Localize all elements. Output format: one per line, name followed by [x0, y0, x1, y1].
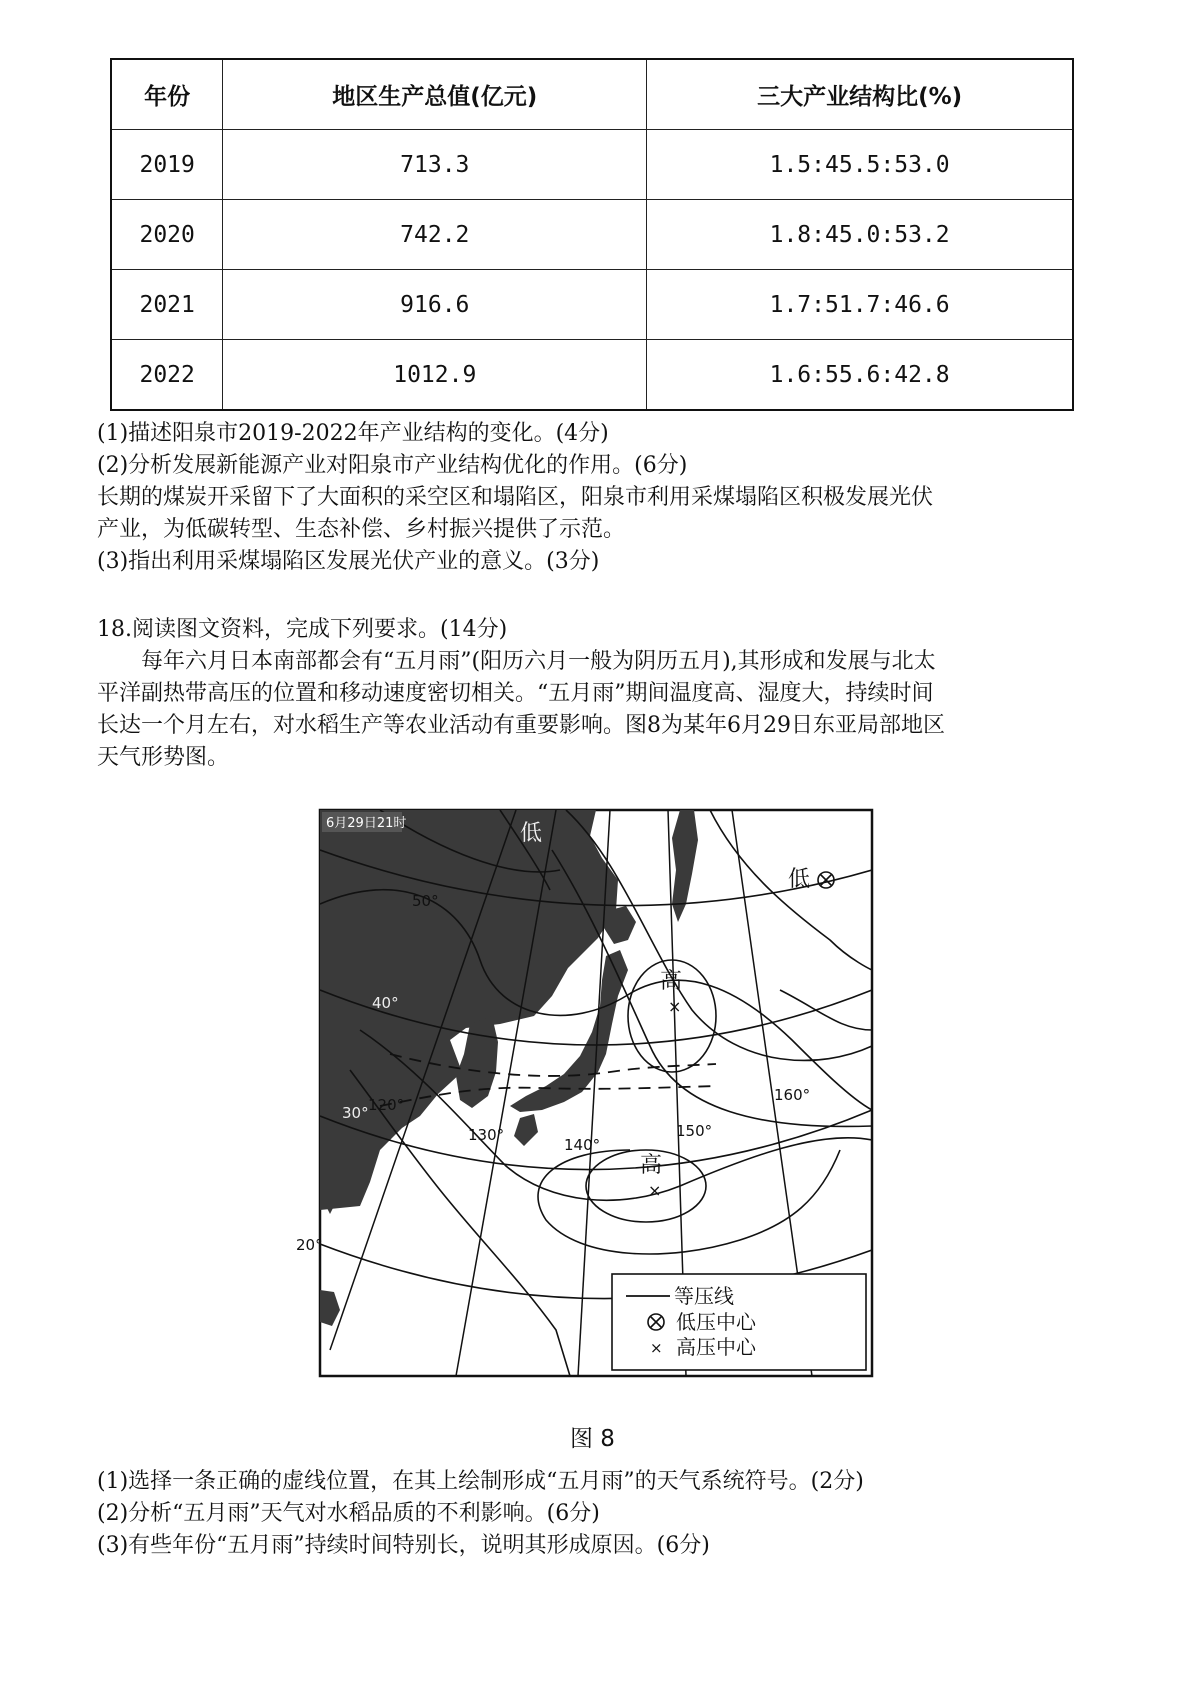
- lat-label-40: 40°: [372, 994, 399, 1012]
- cell-year: 2022: [111, 340, 223, 411]
- q18-paragraph-line: 每年六月日本南部都会有“五月雨”(阳历六月一般为阴历五月),其形成和发展与北太: [141, 649, 936, 674]
- q17-block: [97, 418, 1097, 578]
- lon-label-140: 140°: [564, 1136, 601, 1154]
- q18-title: 18.阅读图文资料，完成下列要求。(14分): [97, 617, 508, 642]
- q17-sub3: (3)指出利用采煤塌陷区发展光伏产业的意义。(3分): [97, 549, 600, 574]
- table-row: [111, 270, 1073, 340]
- map-legend: [612, 1274, 866, 1370]
- lon-label-150: 150°: [676, 1122, 713, 1140]
- high-center-legend-icon: ×: [650, 1339, 663, 1357]
- high-pressure-center-icon: ×: [648, 1181, 662, 1200]
- gdp-table: [110, 58, 1074, 411]
- gdp-table-wrap: [110, 58, 1074, 411]
- q18-paragraph-line: 天气形势图。: [97, 745, 230, 770]
- q18-paragraph-line: 平洋副热带高压的位置和移动速度密切相关。“五月雨”期间温度高、湿度大，持续时间: [97, 681, 934, 706]
- time-stamp: 6月29日21时: [326, 816, 407, 831]
- cell-structure: 1.6:55.6:42.8: [647, 340, 1073, 411]
- figure-caption: 图 8: [570, 1426, 615, 1452]
- cell-gdp: 916.6: [223, 270, 647, 340]
- high-pressure-center-icon: ×: [668, 997, 682, 1016]
- header-year: 年份: [111, 59, 223, 130]
- legend-low-center: 低压中心: [676, 1310, 756, 1334]
- weather-map: [296, 810, 872, 1376]
- q17-sub1: (1)描述阳泉市2019-2022年产业结构的变化。(4分): [97, 421, 609, 446]
- cell-year: 2021: [111, 270, 223, 340]
- lat-label-50: 50°: [412, 892, 439, 910]
- table-row: [111, 200, 1073, 270]
- cell-structure: 1.5:45.5:53.0: [647, 130, 1073, 200]
- q18-paragraph-line: 长达一个月左右，对水稻生产等农业活动有重要影响。图8为某年6月29日东亚局部地区: [97, 713, 945, 738]
- header-gdp: 地区生产总值(亿元): [223, 59, 647, 130]
- high-label-north: 高: [660, 969, 683, 994]
- lon-label-120: 120°: [368, 1096, 405, 1114]
- cell-year: 2019: [111, 130, 223, 200]
- lat-label-20: 20°: [296, 1236, 323, 1254]
- cell-gdp: 713.3: [223, 130, 647, 200]
- cell-gdp: 1012.9: [223, 340, 647, 411]
- cell-structure: 1.7:51.7:46.6: [647, 270, 1073, 340]
- cell-year: 2020: [111, 200, 223, 270]
- table-row: [111, 340, 1073, 411]
- q18-sub2: (2)分析“五月雨”天气对水稻品质的不利影响。(6分): [97, 1501, 600, 1526]
- lon-label-160: 160°: [774, 1086, 811, 1104]
- table-header-row: [111, 59, 1073, 130]
- q17-sub2: (2)分析发展新能源产业对阳泉市产业结构优化的作用。(6分): [97, 453, 688, 478]
- q18-sub3: (3)有些年份“五月雨”持续时间特别长，说明其形成原因。(6分): [97, 1533, 710, 1558]
- table-row: [111, 130, 1073, 200]
- cell-structure: 1.8:45.0:53.2: [647, 200, 1073, 270]
- q17-material-line: 长期的煤炭开采留下了大面积的采空区和塌陷区，阳泉市利用采煤塌陷区积极发展光伏: [97, 485, 934, 510]
- lon-label-130: 130°: [468, 1126, 505, 1144]
- low-label-east: 低: [788, 867, 811, 892]
- q17-material-line: 产业，为低碳转型、生态补偿、乡村振兴提供了示范。: [97, 517, 626, 542]
- q18-subquestions: [97, 1466, 1097, 1562]
- q18-sub1: (1)选择一条正确的虚线位置，在其上绘制形成“五月雨”的天气系统符号。(2分): [97, 1469, 864, 1494]
- low-label-north: 低: [520, 821, 543, 846]
- header-structure: 三大产业结构比(%): [647, 59, 1073, 130]
- lat-label-30: 30°: [342, 1104, 369, 1122]
- legend-high-center: 高压中心: [676, 1335, 756, 1359]
- high-label-south: 高: [640, 1153, 663, 1178]
- cell-gdp: 742.2: [223, 200, 647, 270]
- q18-block: [97, 614, 1097, 774]
- legend-isobar: 等压线: [674, 1284, 734, 1308]
